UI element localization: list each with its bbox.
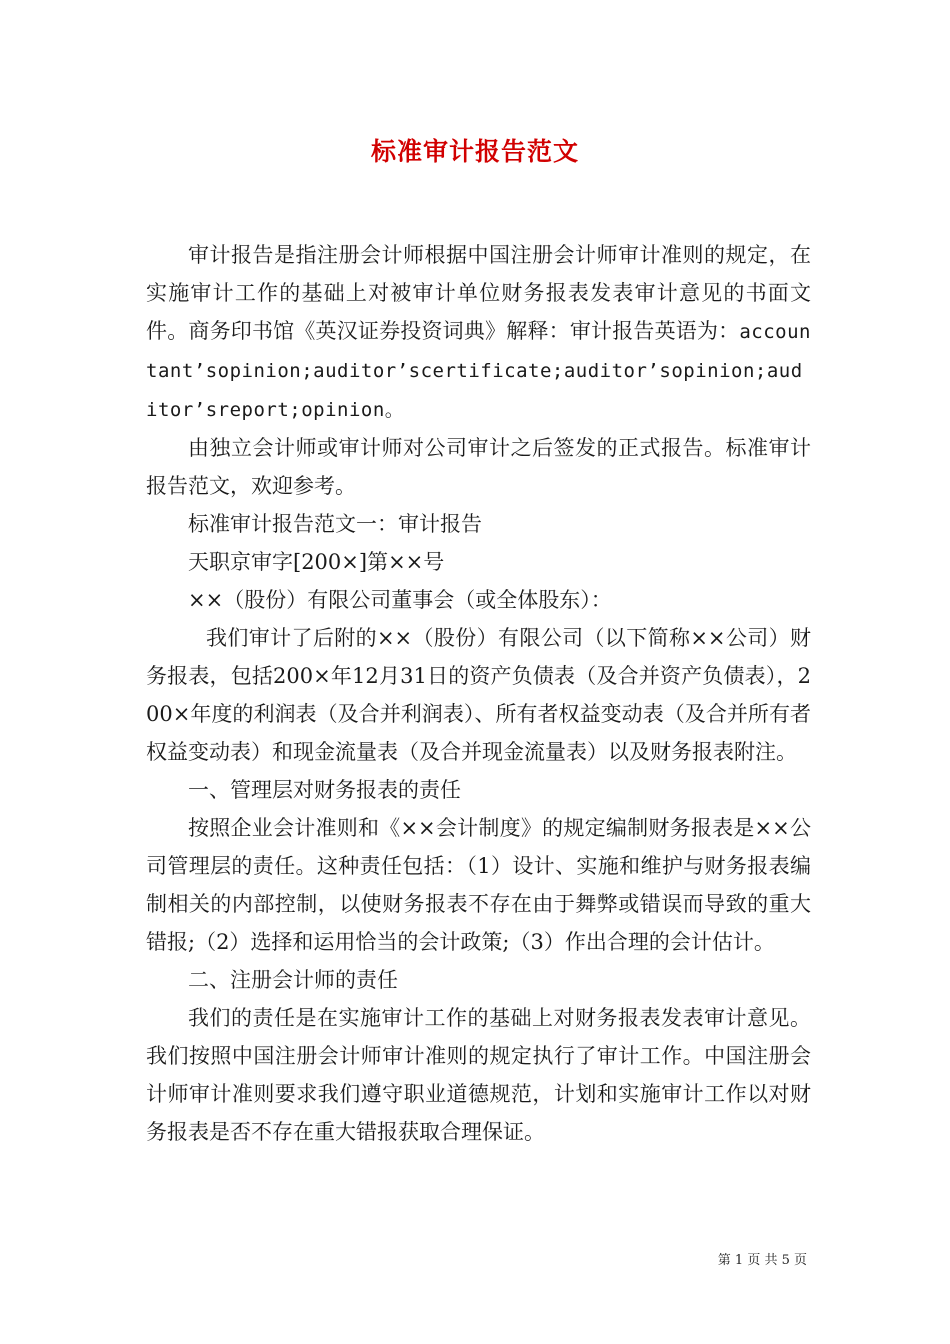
intro-english-terms: accountant’sopinion;auditor’scertificate;auditor’sopinion;auditor’sreport;opinion。 (146, 321, 811, 421)
page-title: 标准审计报告范文 (370, 137, 579, 166)
section-heading-auditor: 二、注册会计师的责任 (188, 968, 398, 992)
page-number: 第 1 页 共 5 页 (717, 1253, 807, 1268)
intro-text: 审计报告是指注册会计师根据中国注册会计师审计准则的规定，在实施审计工作的基础上对被审计单位财务报表发表审计意见的书面文件。商务印书馆《英汉证券投资词典》解释：审计报告英语为： (146, 243, 811, 343)
paragraph-definition: 由独立会计师或审计师对公司审计之后签发的正式报告。标准审计报告范文，欢迎参考。 (146, 436, 811, 498)
paragraph-reference-number: 天职京审字[200×]第××号 (188, 550, 445, 574)
section-heading-management: 一、管理层对财务报表的责任 (188, 778, 461, 802)
paragraph-audit-scope: 我们审计了后附的××（股份）有限公司（以下简称××公司）财务报表，包括200×年12月31日的资产负债表（及合并资产负债表），200×年度的利润表（及合并利润表）、所有者权益变动表（及合并所有者权益变动表）和现金流量表（及合并现金流量表）以及财务报表附注。 (146, 626, 811, 764)
paragraph-addressee: ××（股份）有限公司董事会（或全体股东）： (188, 588, 612, 612)
paragraph-sample-heading: 标准审计报告范文一：审计报告 (188, 512, 482, 536)
paragraph-management-responsibility: 按照企业会计准则和《××会计制度》的规定编制财务报表是××公司管理层的责任。这种责任包括：（1）设计、实施和维护与财务报表编制相关的内部控制，以使财务报表不存在由于舞弊或错误而导致的重大错报;（2）选择和运用恰当的会计政策;（3）作出合理的会计估计。 (146, 816, 811, 954)
document-body (146, 236, 811, 1151)
paragraph-auditor-responsibility: 我们的责任是在实施审计工作的基础上对财务报表发表审计意见。我们按照中国注册会计师审计准则的规定执行了审计工作。中国注册会计师审计准则要求我们遵守职业道德规范，计划和实施审计工作以对财务报表是否不存在重大错报获取合理保证。 (146, 1006, 811, 1144)
paragraph-intro (146, 236, 811, 429)
